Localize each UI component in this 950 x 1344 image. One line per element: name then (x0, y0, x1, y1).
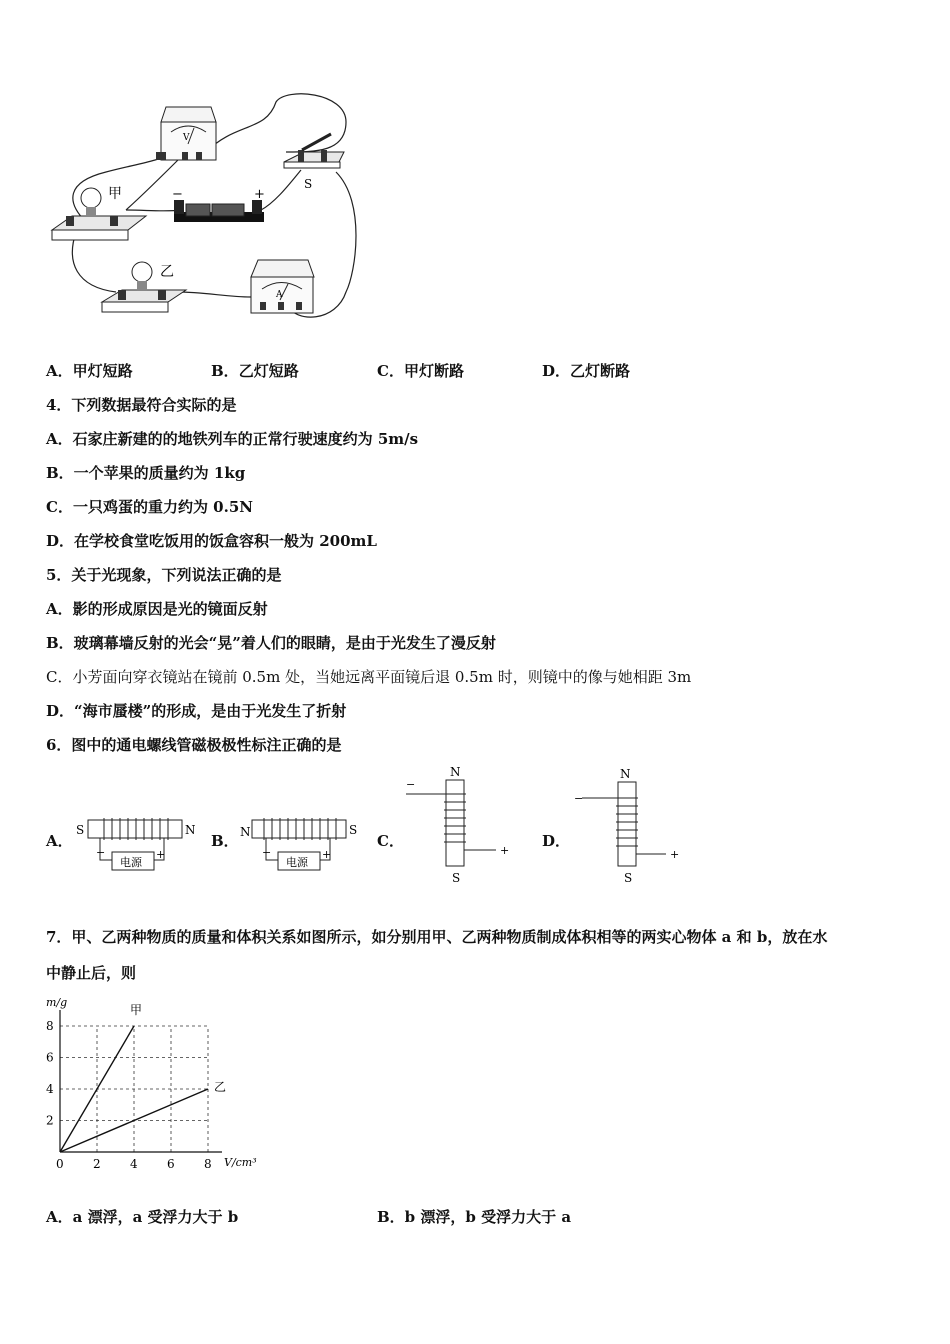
q6-b-left-pole: N (240, 825, 251, 839)
switch (284, 134, 344, 191)
battery (172, 187, 265, 222)
q6-c-bottom-pole: S (452, 871, 461, 885)
q3-option-b[interactable] (211, 360, 299, 381)
q6-a-left-pole: S (76, 823, 85, 837)
q3-option-c-key: C． (377, 362, 404, 380)
q6-b-right-pole: S (349, 823, 358, 837)
q6-stem: 6．图中的通电螺线管磁极极性标注正确的是 (46, 736, 342, 754)
q5-option-c[interactable]: C．小芳面向穿衣镜站在镜前 0.5m 处，当她远离平面镜后退 0.5m 时，则镜中的像与她相距 3m (46, 668, 692, 686)
lamp-jia-label: 甲 (108, 186, 122, 202)
q6-option-c-figure (400, 764, 520, 886)
q3-option-d-text: 乙灯断路 (570, 362, 631, 380)
lamp-yi (102, 262, 186, 312)
q6-option-a-key[interactable]: A． (46, 832, 73, 850)
q4-option-a[interactable]: A．石家庄新建的的地铁列车的正常行驶速度约为 5m/s (46, 430, 419, 448)
q6-option-b-figure (236, 812, 366, 884)
x-tick-label: 2 (93, 1157, 101, 1171)
q6-option-b-key[interactable]: B． (211, 832, 239, 850)
q3-option-b-key: B． (211, 362, 239, 380)
q6-d-minus: − (574, 792, 584, 805)
q5-option-b[interactable]: B．玻璃幕墙反射的光会“晃”着人们的眼睛，是由于光发生了漫反射 (46, 634, 496, 652)
y-tick-label: 8 (46, 1019, 54, 1033)
q6-option-d-key[interactable]: D． (542, 832, 571, 850)
lamp-jia (52, 186, 146, 240)
q6-d-top-pole: N (620, 767, 631, 781)
x-tick-label: 8 (204, 1157, 212, 1171)
voltmeter-label: V (183, 133, 190, 143)
q5-option-a[interactable]: A．影的形成原因是光的镜面反射 (46, 600, 268, 618)
ammeter (251, 260, 314, 313)
x-axis-label: V/cm³ (224, 1156, 257, 1169)
q6-option-a-figure (72, 812, 202, 884)
q3-option-a-text: 甲灯短路 (72, 362, 133, 380)
q3-option-d-key: D． (542, 362, 571, 380)
battery-minus: − (172, 187, 183, 202)
x-tick-label: 4 (130, 1157, 138, 1171)
q6-a-power-source: 电源 (120, 856, 142, 869)
y-axis-label: m/g (46, 996, 68, 1009)
q3-option-b-text: 乙灯短路 (238, 362, 299, 380)
q6-b-plus: + (322, 848, 332, 861)
q6-d-bottom-pole: S (624, 871, 633, 885)
q6-a-right-pole: N (185, 823, 196, 837)
q3-option-c-text: 甲灯断路 (403, 362, 464, 380)
q6-c-top-pole: N (450, 765, 461, 779)
series-label-1: 乙 (214, 1080, 227, 1094)
q6-c-plus: + (500, 844, 510, 857)
q5-option-d[interactable]: D．“海市蜃楼”的形成，是由于光发生了折射 (46, 702, 347, 720)
series-line-1 (60, 1089, 208, 1152)
q5-stem: 5．关于光现象，下列说法正确的是 (46, 566, 282, 584)
q3-option-d[interactable] (542, 360, 630, 381)
q6-a-minus: − (96, 846, 106, 859)
series-label-0: 甲 (130, 1003, 143, 1017)
q4-option-c[interactable]: C．一只鸡蛋的重力约为 0.5N (46, 498, 253, 516)
q6-option-d-figure (570, 764, 690, 886)
y-tick-label: 2 (46, 1113, 54, 1128)
q4-option-d[interactable]: D．在学校食堂吃饭用的饭盒容积一般为 200mL (46, 532, 377, 550)
q6-b-minus: − (262, 846, 272, 859)
q6-option-c-key[interactable]: C． (377, 832, 404, 850)
q7-stem-line2: 中静止后，则 (46, 964, 137, 982)
q3-option-a[interactable] (46, 360, 133, 381)
y-tick-label: 6 (46, 1050, 54, 1065)
x-tick-label: 6 (167, 1157, 175, 1171)
q6-b-power-source: 电源 (286, 856, 308, 869)
q7-option-b[interactable]: B．b 漂浮，b 受浮力大于 a (377, 1208, 572, 1226)
battery-plus: + (254, 187, 265, 202)
q6-a-plus: + (156, 848, 166, 861)
q3-option-c[interactable] (377, 360, 464, 381)
q4-stem: 4．下列数据最符合实际的是 (46, 396, 237, 414)
q7-stem-line1: 7．甲、乙两种物质的质量和体积关系如图所示，如分别用甲、乙两种物质制成体积相等的两实心物体 a 和 b，放在水 (46, 928, 828, 946)
voltmeter (156, 107, 216, 160)
circuit-diagram (46, 92, 376, 332)
ammeter-label: A (276, 290, 283, 300)
x-tick-label: 0 (56, 1157, 64, 1171)
q6-d-plus: + (670, 848, 680, 861)
q7-mass-volume-chart (40, 992, 270, 1182)
q4-option-b[interactable]: B．一个苹果的质量约为 1kg (46, 464, 246, 482)
switch-label: S (304, 177, 313, 191)
q6-c-minus: − (406, 778, 416, 791)
q3-option-a-key: A． (46, 362, 73, 380)
lamp-yi-label: 乙 (160, 264, 174, 280)
q7-option-a[interactable]: A．a 漂浮，a 受浮力大于 b (46, 1208, 239, 1226)
y-tick-label: 4 (46, 1082, 54, 1096)
